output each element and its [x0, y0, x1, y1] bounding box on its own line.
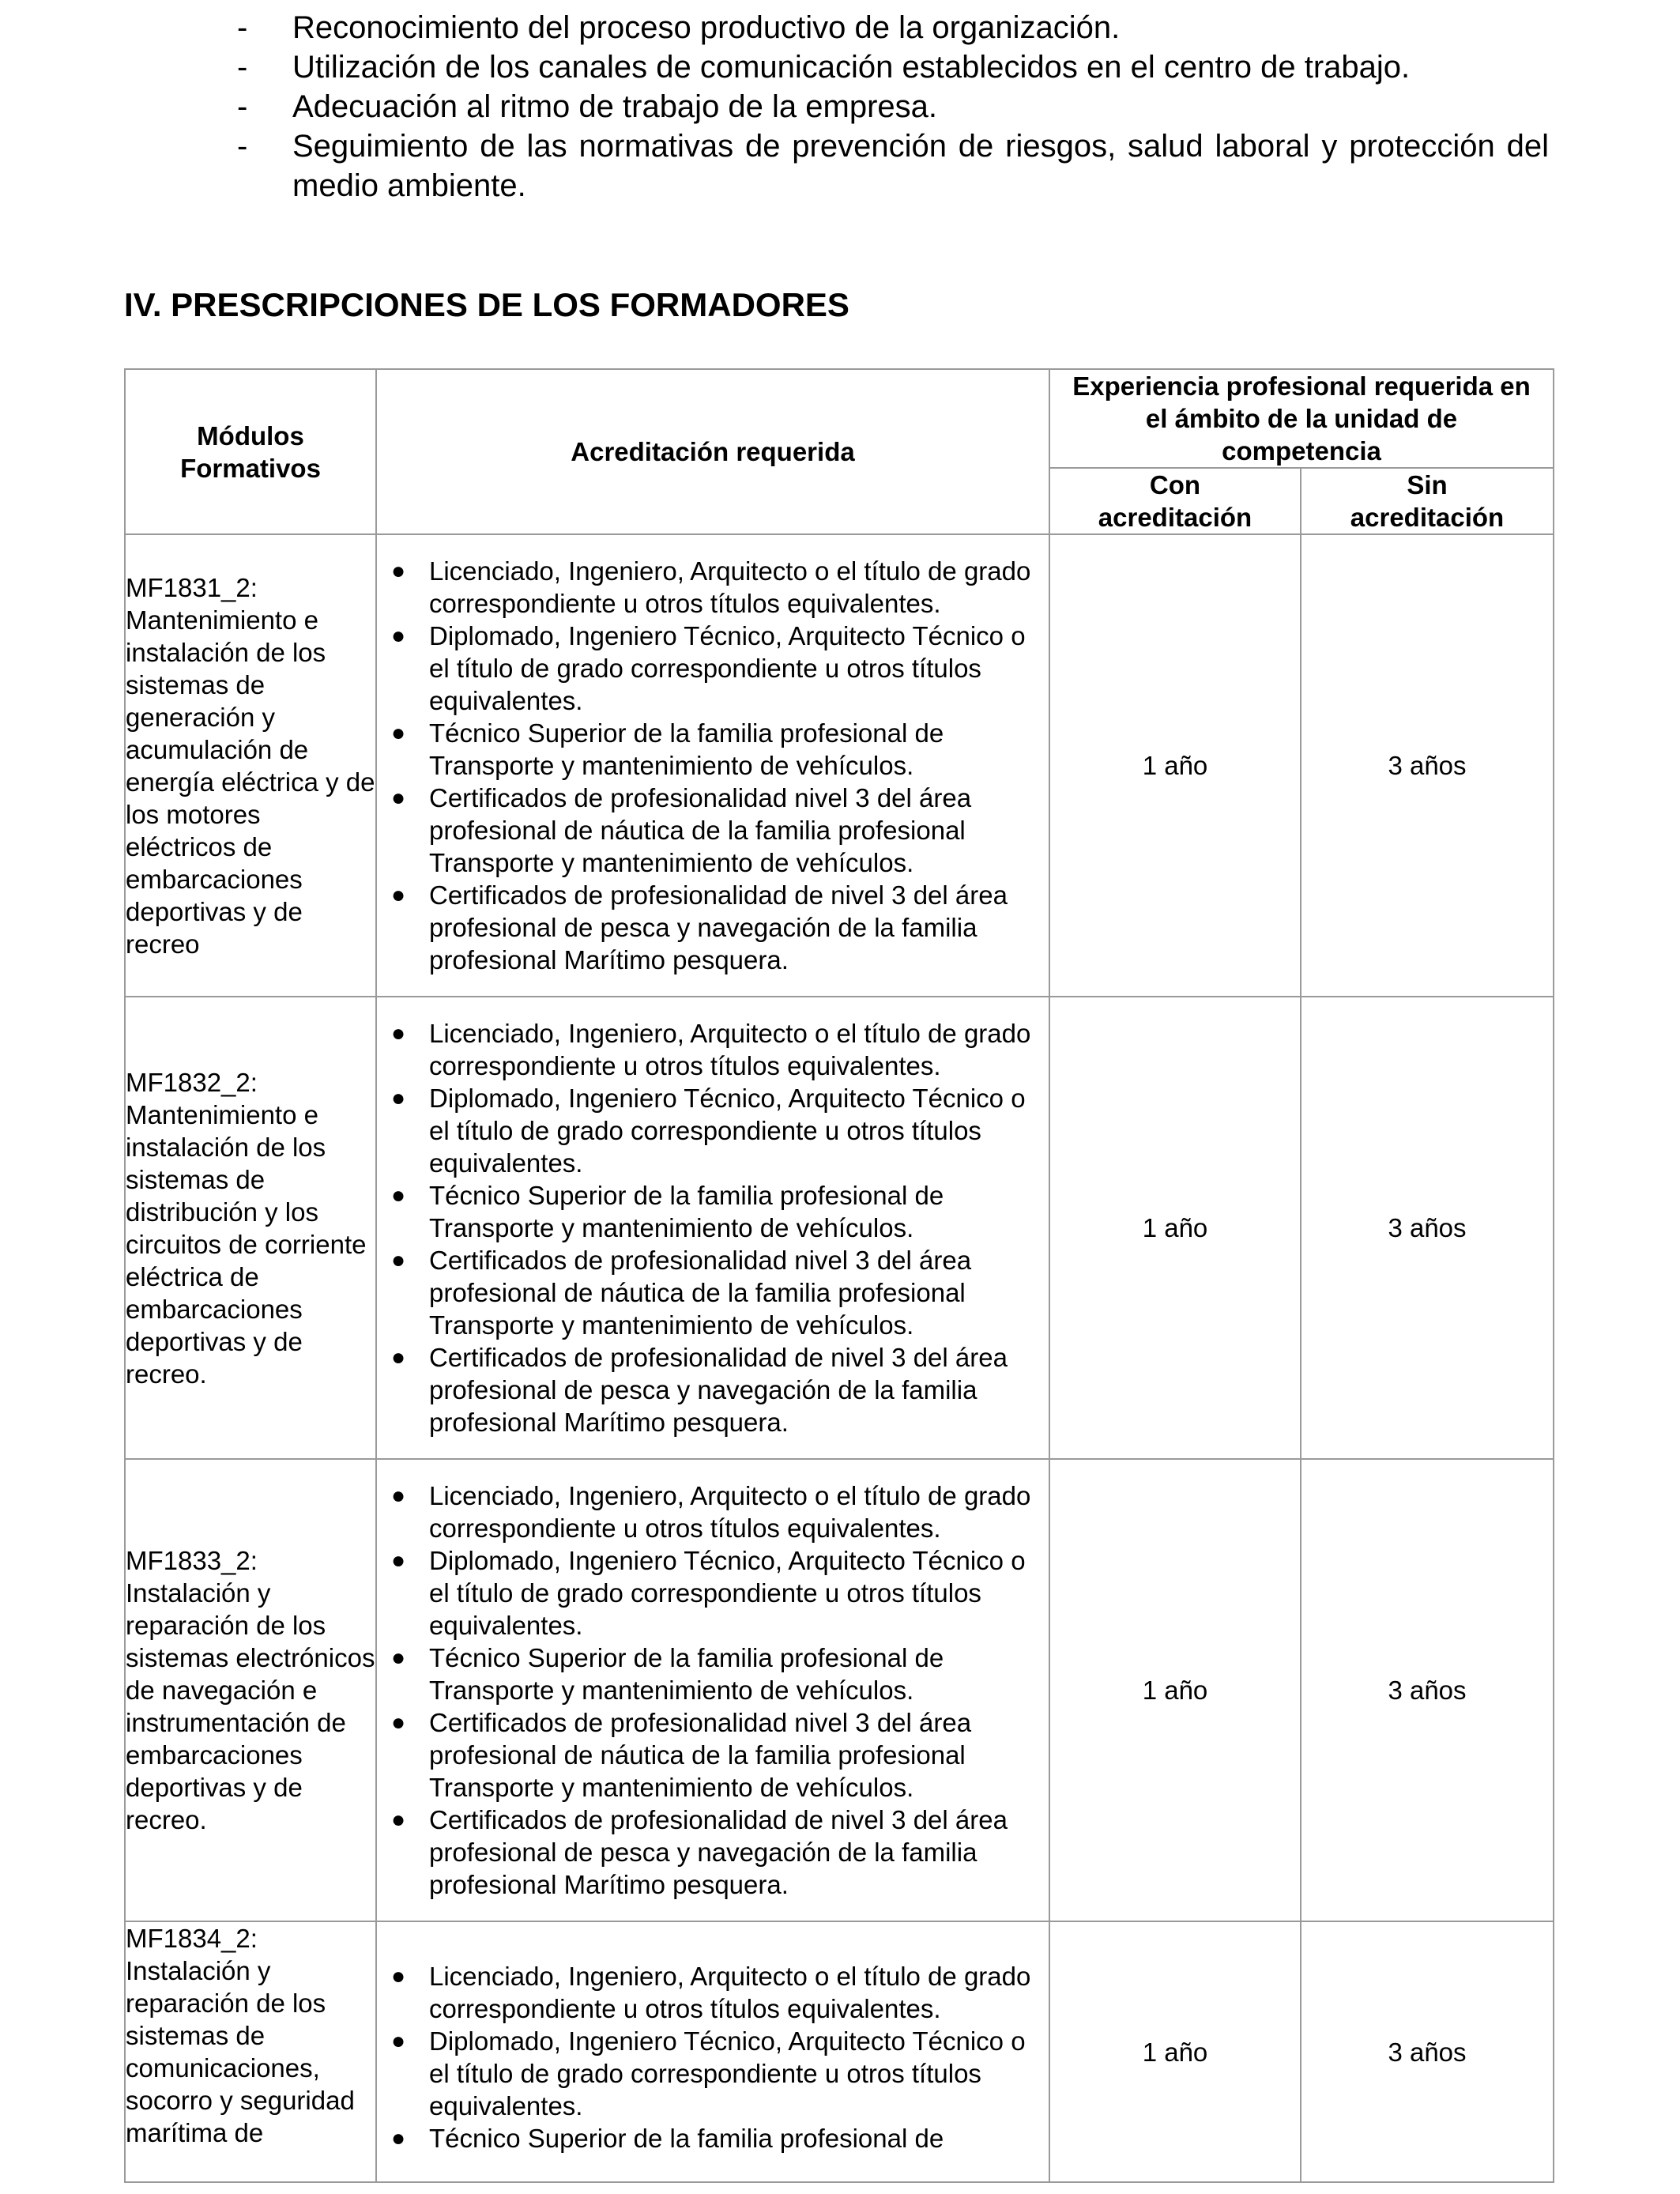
list-item: - Seguimiento de las normativas de prevención de riesgos, salud laboral y protección del medio ambiente. [237, 129, 1549, 203]
acreditacion-cell [376, 534, 1049, 997]
list-item: ● Licenciado, Ingeniero, Arquitecto o el título de grado correspondiente u otros títulos equivalentes. [391, 556, 1031, 618]
sin-acreditacion-value: 3 años [1301, 1459, 1554, 1921]
list-item: ● Diplomado, Ingeniero Técnico, Arquitecto Técnico o el título de grado correspondiente u otros títulos equivalentes. [391, 1084, 1026, 1178]
header-sin-acreditacion: Sin acreditación [1301, 468, 1554, 534]
header-con-acreditacion: Con acreditación [1049, 468, 1301, 534]
modulo-cell: MF1832_2: Mantenimiento e instalación de los sistemas de distribución y los circuitos de corriente eléctrica de embarcaciones deportivas y de recreo. [125, 997, 376, 1459]
modulo-cell: MF1833_2: Instalación y reparación de los sistemas electrónicos de navegación e instrumentación de embarcaciones deportivas y de recreo. [125, 1459, 376, 1921]
acreditacion-cell [376, 1921, 1049, 2182]
sin-acreditacion-value: 3 años [1301, 997, 1554, 1459]
table-row [125, 1459, 1554, 1921]
con-acreditacion-value: 1 año [1049, 1459, 1301, 1921]
header-modulos: Módulos Formativos [125, 369, 376, 534]
con-acreditacion-value: 1 año [1049, 534, 1301, 997]
acreditacion-list [377, 1480, 1049, 1901]
list-item: ● Certificados de profesionalidad nivel 3 del área profesional de náutica de la familia profesional Transporte y mantenimiento de vehículos. [391, 1708, 972, 1802]
list-item: ● Certificados de profesionalidad nivel 3 del área profesional de náutica de la familia profesional Transporte y mantenimiento de vehículos. [391, 1246, 972, 1340]
modulo-cell: MF1834_2: Instalación y reparación de los sistemas de comunicaciones, socorro y seguridad marítima de [125, 1921, 376, 2182]
acreditacion-cell [376, 1459, 1049, 1921]
list-item: - Utilización de los canales de comunicación establecidos en el centro de trabajo. [237, 50, 1411, 85]
list-item: ● Certificados de profesionalidad nivel 3 del área profesional de náutica de la familia profesional Transporte y mantenimiento de vehículos. [391, 783, 972, 877]
list-item: ● Certificados de profesionalidad de nivel 3 del área profesional de pesca y navegación de la familia profesional Marítimo pesquera. [391, 880, 1008, 974]
section-title: IV. PRESCRIPCIONES DE LOS FORMADORES [124, 286, 849, 323]
sin-acreditacion-value: 3 años [1301, 534, 1554, 997]
list-item: ● Certificados de profesionalidad de nivel 3 del área profesional de pesca y navegación de la familia profesional Marítimo pesquera. [391, 1805, 1008, 1899]
formadores-table [124, 368, 1554, 2183]
table-header-row [125, 369, 1554, 468]
list-item: ● Técnico Superior de la familia profesional de Transporte y mantenimiento de vehículos. [391, 1643, 944, 1705]
list-item: ● Diplomado, Ingeniero Técnico, Arquitecto Técnico o el título de grado correspondiente u otros títulos equivalentes. [391, 2026, 1026, 2120]
acreditacion-list [377, 555, 1049, 976]
list-item: ● Diplomado, Ingeniero Técnico, Arquitecto Técnico o el título de grado correspondiente u otros títulos equivalentes. [391, 621, 1026, 715]
acreditacion-list [377, 1960, 1049, 2154]
list-item: ● Licenciado, Ingeniero, Arquitecto o el título de grado correspondiente u otros títulos equivalentes. [391, 1962, 1031, 2023]
acreditacion-list [377, 1017, 1049, 1438]
table-row [125, 1921, 1554, 2182]
header-experiencia: Experiencia profesional requerida en el ámbito de la unidad de competencia [1049, 369, 1554, 468]
con-acreditacion-value: 1 año [1049, 997, 1301, 1459]
acreditacion-cell [376, 997, 1049, 1459]
list-item: ● Técnico Superior de la familia profesional de [391, 2124, 944, 2153]
list-item: ● Técnico Superior de la familia profesional de Transporte y mantenimiento de vehículos. [391, 1181, 944, 1242]
list-item: - Reconocimiento del proceso productivo de la organización. [237, 10, 1121, 45]
table-row [125, 997, 1554, 1459]
list-item: ● Licenciado, Ingeniero, Arquitecto o el título de grado correspondiente u otros títulos equivalentes. [391, 1481, 1031, 1543]
list-item: - Adecuación al ritmo de trabajo de la empresa. [237, 89, 938, 124]
header-acreditacion: Acreditación requerida [376, 369, 1049, 534]
list-item: ● Certificados de profesionalidad de nivel 3 del área profesional de pesca y navegación de la familia profesional Marítimo pesquera. [391, 1343, 1008, 1437]
intro-dash-list [237, 8, 1549, 205]
modulo-cell: MF1831_2: Mantenimiento e instalación de los sistemas de generación y acumulación de energía eléctrica y de los motores eléctricos de embarcaciones deportivas y de recreo [125, 534, 376, 997]
list-item: ● Técnico Superior de la familia profesional de Transporte y mantenimiento de vehículos. [391, 718, 944, 780]
sin-acreditacion-value: 3 años [1301, 1921, 1554, 2182]
con-acreditacion-value: 1 año [1049, 1921, 1301, 2182]
table-row [125, 534, 1554, 997]
list-item: ● Diplomado, Ingeniero Técnico, Arquitecto Técnico o el título de grado correspondiente u otros títulos equivalentes. [391, 1546, 1026, 1640]
list-item: ● Licenciado, Ingeniero, Arquitecto o el título de grado correspondiente u otros títulos equivalentes. [391, 1019, 1031, 1080]
